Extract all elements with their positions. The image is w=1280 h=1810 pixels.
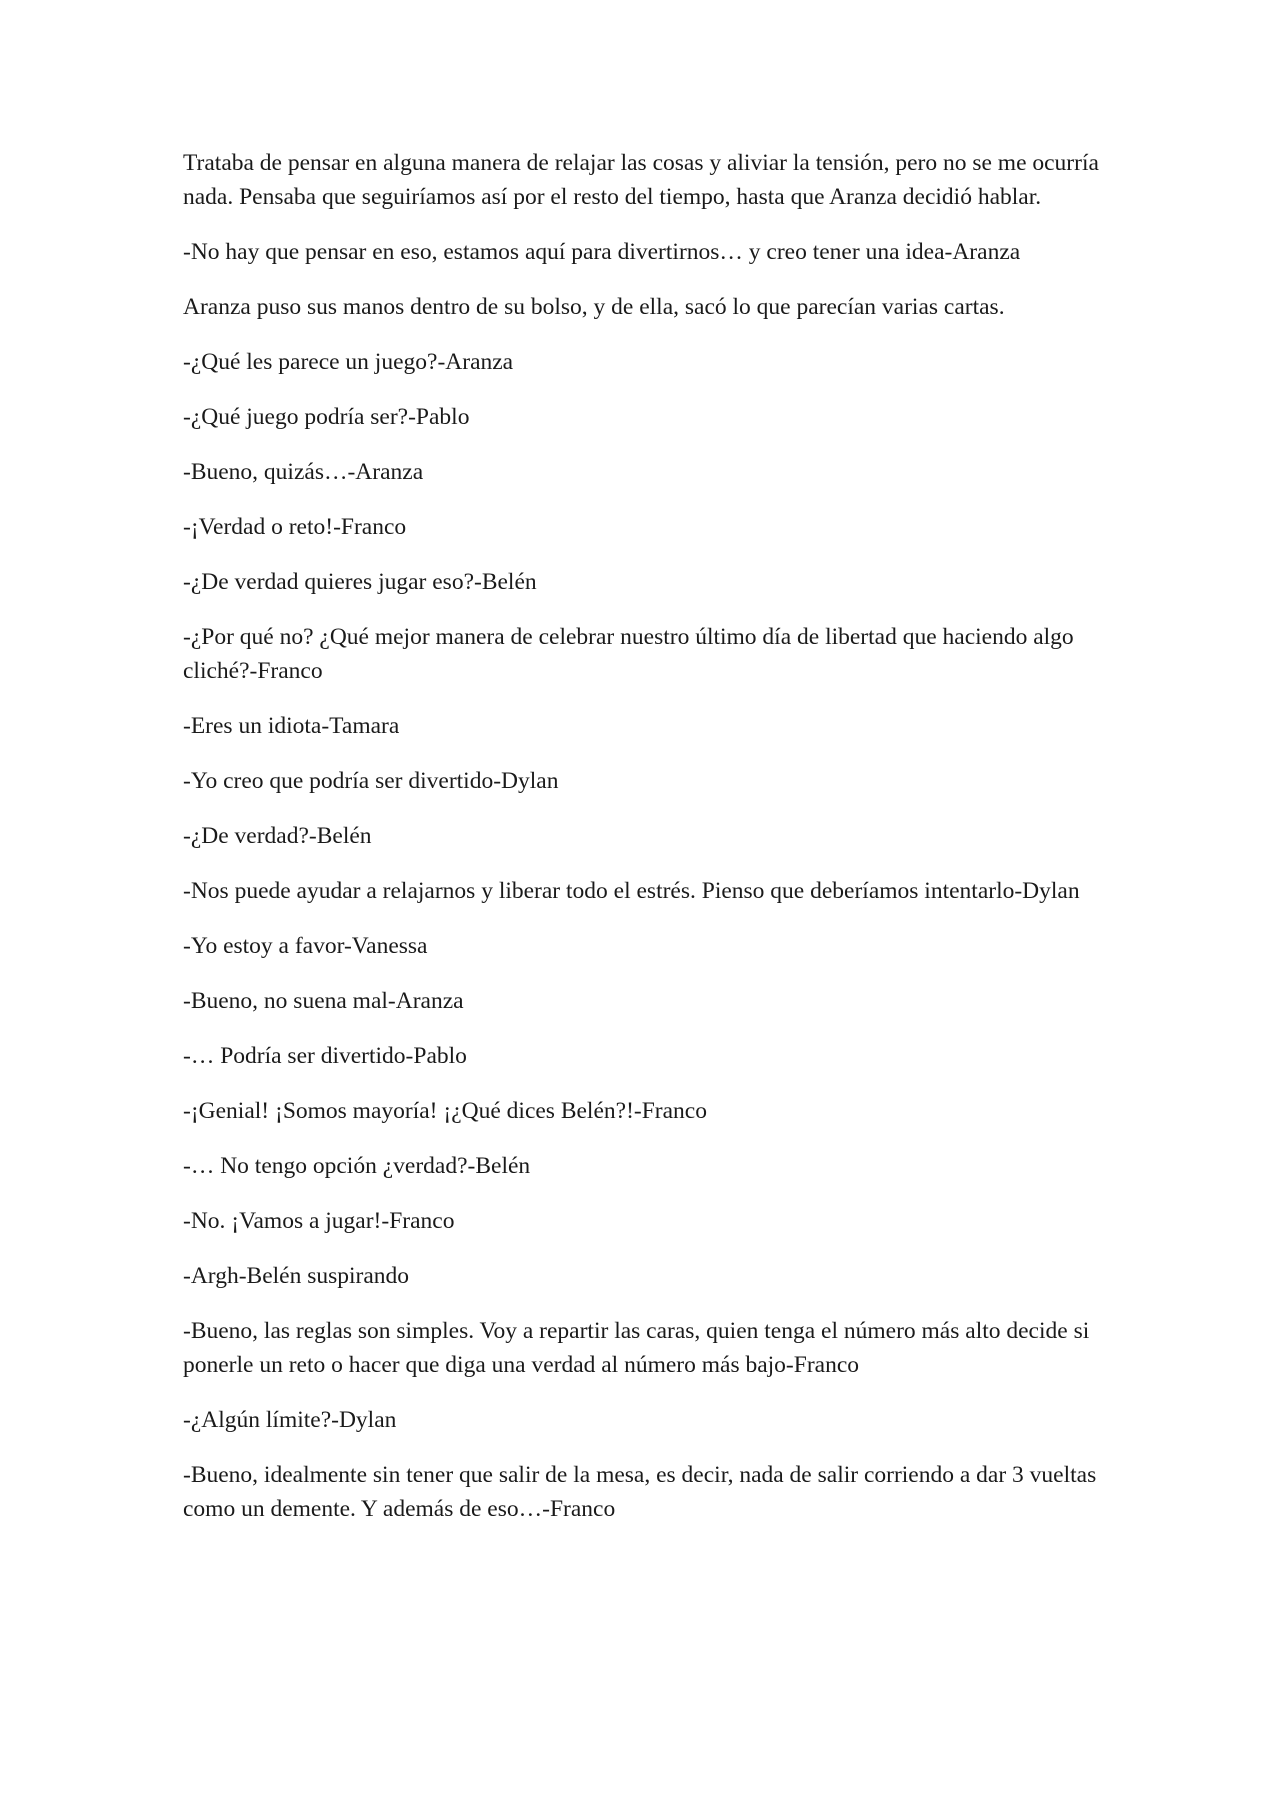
paragraph: -¿Algún límite?-Dylan <box>183 1407 397 1433</box>
paragraph: -No. ¡Vamos a jugar!-Franco <box>183 1208 455 1234</box>
paragraph: -¡Genial! ¡Somos mayoría! ¡¿Qué dices Belén?!-Franco <box>183 1098 707 1124</box>
paragraph: Trataba de pensar en alguna manera de relajar las cosas y aliviar la tensión, pero no se me ocurría nada. Pensaba que seguiríamos así por el resto del tiempo, hasta que Aranza decidió hablar. <box>183 150 1099 210</box>
document-page <box>183 146 1103 1547</box>
paragraph: -Bueno, no suena mal-Aranza <box>183 988 464 1014</box>
paragraph: -Nos puede ayudar a relajarnos y liberar todo el estrés. Pienso que deberíamos intentarlo-Dylan <box>183 878 1080 904</box>
paragraph: -¿Qué juego podría ser?-Pablo <box>183 404 470 430</box>
paragraph: -… Podría ser divertido-Pablo <box>183 1043 467 1069</box>
paragraph: Aranza puso sus manos dentro de su bolso, y de ella, sacó lo que parecían varias cartas. <box>183 294 1005 320</box>
paragraph: -Eres un idiota-Tamara <box>183 713 400 739</box>
paragraph: -¿De verdad?-Belén <box>183 823 372 849</box>
paragraph: -Argh-Belén suspirando <box>183 1263 410 1289</box>
paragraph: -No hay que pensar en eso, estamos aquí para divertirnos… y creo tener una idea-Aranza <box>183 239 1021 265</box>
paragraph: -¿De verdad quieres jugar eso?-Belén <box>183 569 537 595</box>
paragraph: -¿Qué les parece un juego?-Aranza <box>183 349 514 375</box>
paragraph: -Bueno, idealmente sin tener que salir de la mesa, es decir, nada de salir corriendo a dar 3 vueltas como un demente. Y además de eso…-Franco <box>183 1462 1097 1522</box>
paragraph: -… No tengo opción ¿verdad?-Belén <box>183 1153 531 1179</box>
paragraph: -¡Verdad o reto!-Franco <box>183 514 407 540</box>
paragraph: -¿Por qué no? ¿Qué mejor manera de celebrar nuestro último día de libertad que haciendo algo cliché?-Franco <box>183 624 1074 684</box>
paragraph: -Yo estoy a favor-Vanessa <box>183 933 428 959</box>
paragraph: -Yo creo que podría ser divertido-Dylan <box>183 768 559 794</box>
paragraph: -Bueno, las reglas son simples. Voy a repartir las caras, quien tenga el número más alto decide si ponerle un reto o hacer que diga una verdad al número más bajo-Franco <box>183 1318 1090 1378</box>
paragraph: -Bueno, quizás…-Aranza <box>183 459 424 485</box>
